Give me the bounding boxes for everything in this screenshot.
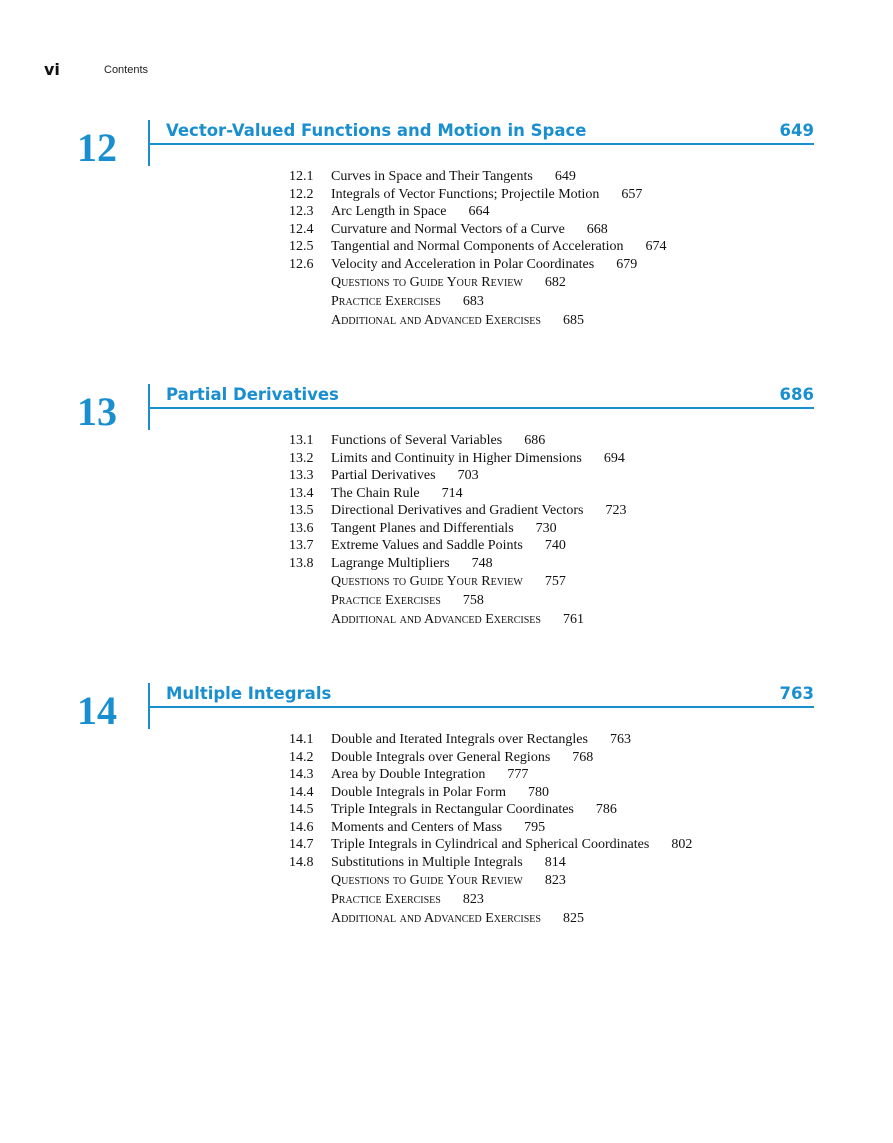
extra-page: 825 [562,911,584,927]
extra-page: 823 [544,873,566,888]
section-page: 714 [441,485,463,501]
section-page: 795 [524,819,546,835]
practice-entry[interactable] [289,890,692,909]
section-title: Directional Derivatives and Gradient Vectors [331,503,584,518]
section-entry[interactable] [289,432,626,450]
review-entry[interactable] [289,273,667,292]
section-page: 657 [621,186,643,202]
section-entry[interactable] [289,203,667,221]
section-page: 786 [595,802,617,817]
section-entry[interactable] [289,467,626,485]
section-number: 14.6 [289,819,314,835]
section-entry[interactable] [289,836,692,854]
section-entry[interactable] [289,502,626,520]
extra-title: Questions to Guide Your Review [331,275,523,290]
section-page: 664 [468,204,490,219]
section-title: Curvature and Normal Vectors of a Curve [331,221,565,237]
section-entry[interactable] [289,801,692,819]
section-title: Double Integrals in Polar Form [331,784,506,800]
section-entry[interactable] [289,537,626,555]
chapter-page: 649 [779,121,814,140]
extra-title: Additional and Advanced Exercises [331,612,541,628]
extra-page: 685 [562,313,584,329]
section-title: Functions of Several Variables [331,433,503,448]
section-entry[interactable] [289,256,667,274]
extra-page: 757 [544,574,566,589]
section-page: 780 [527,784,549,800]
extra-title: Additional and Advanced Exercises [331,313,541,329]
section-number: 13.6 [289,520,314,536]
section-title: Tangential and Normal Components of Acceleration [331,239,624,254]
section-title: Substitutions in Multiple Integrals [331,854,523,870]
advanced-entry[interactable] [289,909,692,928]
section-title: Velocity and Acceleration in Polar Coordinates [331,256,595,272]
section-title: Double Integrals over General Regions [331,749,551,765]
extra-title: Questions to Guide Your Review [331,873,523,888]
section-number: 14.8 [289,854,314,870]
section-entry[interactable] [289,186,667,204]
section-page: 668 [586,221,608,237]
section-entry[interactable] [289,450,626,468]
section-page: 768 [572,749,594,765]
section-list [289,432,626,630]
section-page: 802 [671,837,693,852]
review-entry[interactable] [289,871,692,890]
section-title: Triple Integrals in Cylindrical and Spherical Coordinates [331,837,650,852]
section-number: 14.5 [289,802,314,817]
extra-title: Practice Exercises [331,294,441,310]
extra-page: 758 [462,593,484,609]
section-number: 14.2 [289,749,314,765]
advanced-entry[interactable] [289,610,626,629]
section-page: 763 [609,732,631,747]
section-title: Double and Iterated Integrals over Rectangles [331,732,588,747]
section-list [289,731,692,929]
section-number: 13.4 [289,485,314,501]
chapter-rule-horizontal [148,706,814,708]
section-entry[interactable] [289,238,667,256]
section-number: 12.4 [289,221,314,237]
chapter-title[interactable]: Partial Derivatives [166,385,339,404]
section-title: Curves in Space and Their Tangents [331,169,533,184]
practice-entry[interactable] [289,591,626,610]
extra-title: Practice Exercises [331,593,441,609]
section-number: 12.1 [289,169,314,184]
section-page: 686 [524,433,546,448]
advanced-entry[interactable] [289,311,667,330]
section-title: Extreme Values and Saddle Points [331,538,523,553]
review-entry[interactable] [289,572,626,591]
section-page: 694 [603,450,625,466]
chapter-number: 12 [77,125,117,170]
section-page: 730 [535,520,557,536]
section-list [289,168,667,331]
chapter-page: 763 [779,684,814,703]
page-folio: vi [44,60,60,79]
section-number: 14.7 [289,837,314,852]
section-number: 14.1 [289,732,314,747]
section-entry[interactable] [289,749,692,767]
section-page: 748 [471,555,493,571]
section-number: 14.3 [289,767,314,782]
section-entry[interactable] [289,520,626,538]
section-title: The Chain Rule [331,485,420,501]
section-title: Integrals of Vector Functions; Projectile Motion [331,186,600,202]
section-title: Triple Integrals in Rectangular Coordinates [331,802,574,817]
section-entry[interactable] [289,731,692,749]
section-title: Tangent Planes and Differentials [331,520,514,536]
section-title: Area by Double Integration [331,767,486,782]
section-entry[interactable] [289,555,626,573]
section-number: 13.8 [289,555,314,571]
chapter-number: 14 [77,688,117,733]
chapter-title[interactable]: Multiple Integrals [166,684,332,703]
section-page: 674 [645,239,667,254]
extra-title: Questions to Guide Your Review [331,574,523,589]
section-page: 649 [554,169,576,184]
section-page: 703 [457,468,479,483]
section-page: 740 [544,538,566,553]
section-title: Moments and Centers of Mass [331,819,503,835]
practice-entry[interactable] [289,292,667,311]
extra-page: 823 [462,892,484,908]
section-number: 13.1 [289,433,314,448]
section-number: 13.3 [289,468,314,483]
section-entry[interactable] [289,766,692,784]
section-number: 12.6 [289,256,314,272]
chapter-rule-horizontal [148,143,814,145]
section-entry[interactable] [289,819,692,837]
chapter-rule-horizontal [148,407,814,409]
section-title: Arc Length in Space [331,204,447,219]
section-page: 814 [544,854,566,870]
section-entry[interactable] [289,854,692,872]
section-title: Lagrange Multipliers [331,555,450,571]
section-number: 12.3 [289,204,314,219]
section-entry[interactable] [289,221,667,239]
section-number: 14.4 [289,784,314,800]
section-number: 12.2 [289,186,314,202]
section-title: Limits and Continuity in Higher Dimensions [331,450,582,466]
chapter-number: 13 [77,389,117,434]
section-page: 777 [507,767,529,782]
extra-page: 761 [562,612,584,628]
extra-page: 682 [544,275,566,290]
extra-page: 683 [462,294,484,310]
section-title: Partial Derivatives [331,468,436,483]
chapter-page: 686 [779,385,814,404]
section-page: 723 [605,503,627,518]
section-entry[interactable] [289,168,667,186]
section-entry[interactable] [289,485,626,503]
extra-title: Practice Exercises [331,892,441,908]
section-number: 12.5 [289,239,314,254]
section-number: 13.2 [289,450,314,466]
section-entry[interactable] [289,784,692,802]
extra-title: Additional and Advanced Exercises [331,911,541,927]
section-number: 13.7 [289,538,314,553]
section-number: 13.5 [289,503,314,518]
chapter-title[interactable]: Vector-Valued Functions and Motion in Space [166,121,587,140]
section-page: 679 [616,256,638,272]
running-title: Contents [104,64,149,76]
